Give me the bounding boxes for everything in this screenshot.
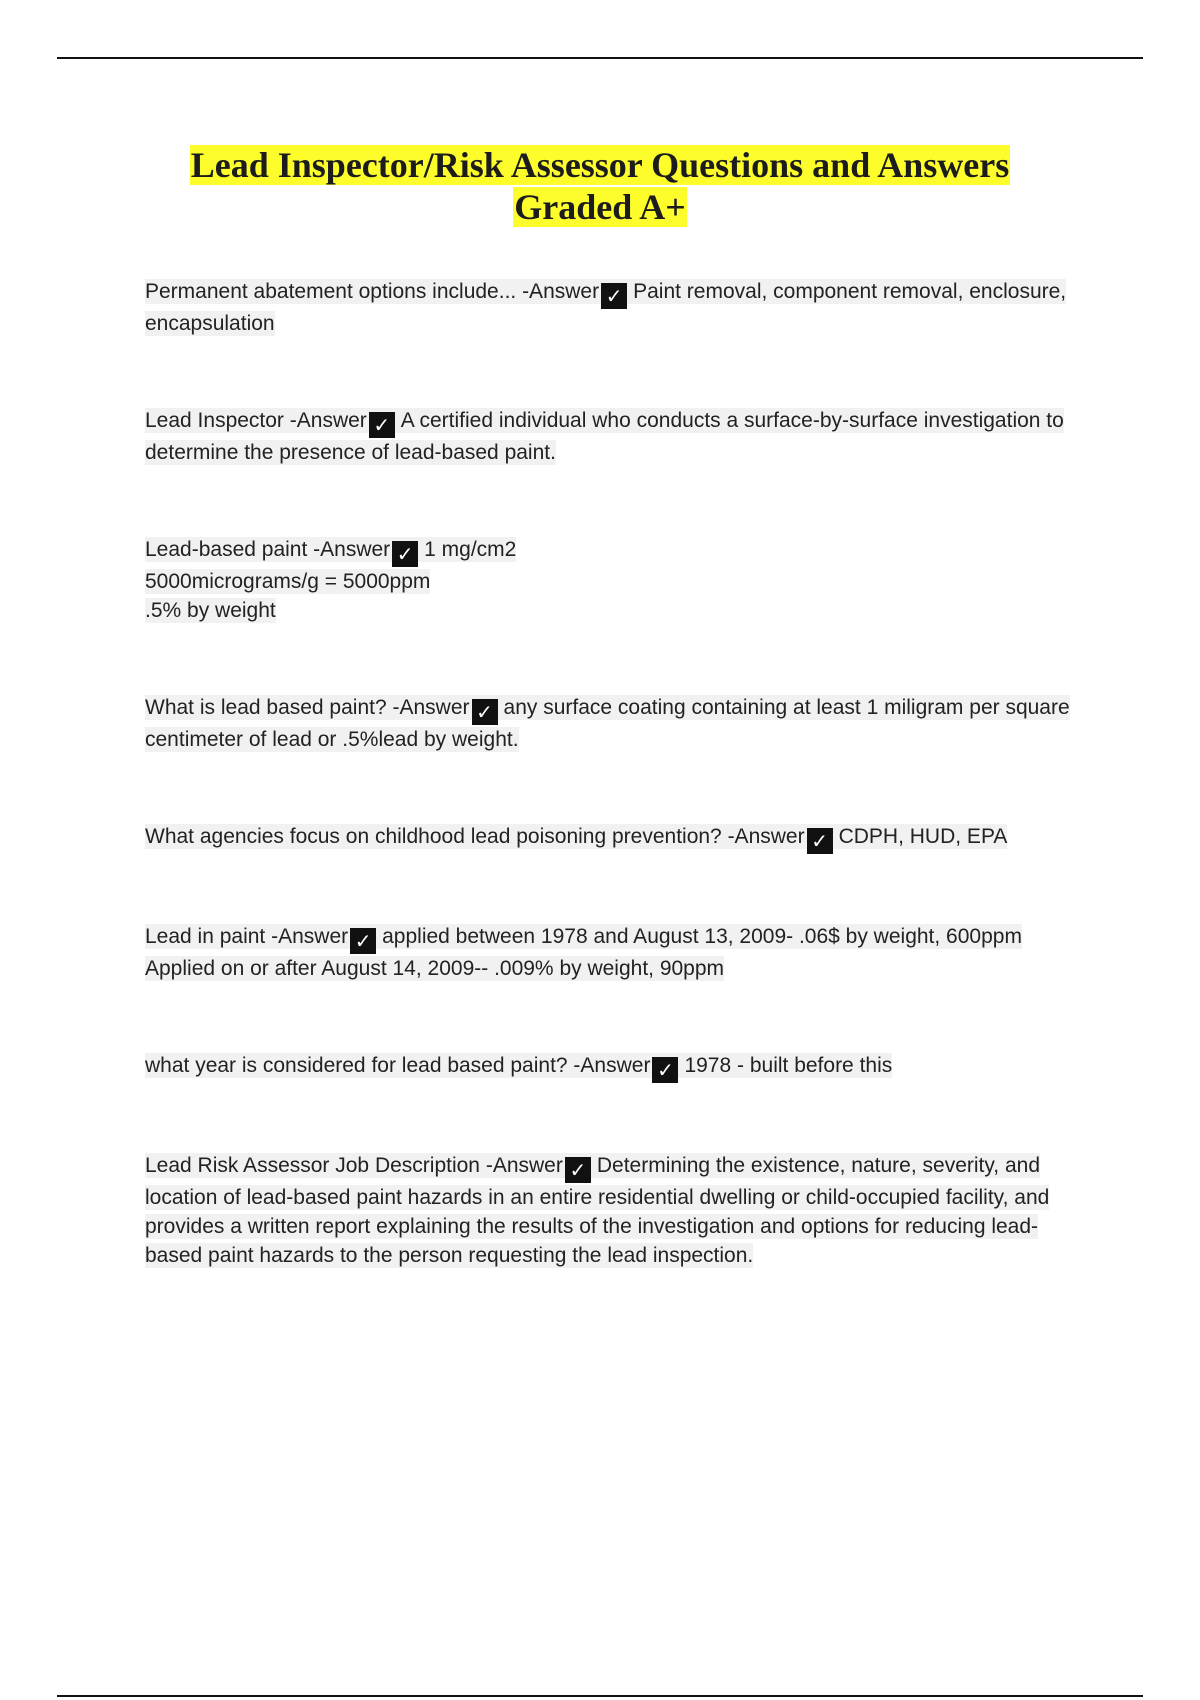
qa-item-4 xyxy=(145,693,1080,754)
answer-text: applied between 1978 and August 13, 2009- .06$ by weight, 600ppm xyxy=(382,925,1022,948)
qa-extra-line xyxy=(145,567,1080,596)
question-text: Lead-based paint -Answer xyxy=(145,538,391,561)
checkmark-icon: ✓ xyxy=(350,928,376,954)
question-text: what year is considered for lead based paint? -Answer xyxy=(145,1054,651,1077)
qa-list xyxy=(145,277,1080,1338)
page-title xyxy=(100,144,1100,228)
qa-item-8 xyxy=(145,1151,1080,1270)
question-text: What agencies focus on childhood lead poisoning prevention? -Answer xyxy=(145,825,805,848)
qa-extra-line xyxy=(145,954,1080,983)
question-text: Lead Risk Assessor Job Description -Answer xyxy=(145,1154,563,1177)
qa-item-2 xyxy=(145,406,1080,467)
checkmark-icon: ✓ xyxy=(392,541,418,567)
answer-text: A certified individual who conducts a surface-by-surface investigation to determine the presence of lead-based paint. xyxy=(145,409,1064,464)
answer-extra-text: Applied on or after August 14, 2009-- .009% by weight, 90ppm xyxy=(145,957,725,980)
checkmark-icon: ✓ xyxy=(472,699,498,725)
question-text: Lead in paint -Answer xyxy=(145,925,349,948)
qa-line xyxy=(145,1051,1080,1083)
qa-line xyxy=(145,406,1080,467)
answer-text: Determining the existence, nature, severity, and location of lead-based paint hazards in an entire residential dwelling or child-occupied facility, and provides a written report explaining the results of the investigation and options for reducing lead-based paint hazards to the person requesting the lead inspection. xyxy=(145,1154,1050,1267)
question-text: What is lead based paint? -Answer xyxy=(145,696,470,719)
answer-text: any surface coating containing at least 1 miligram per square centimeter of lead or .5%lead by weight. xyxy=(145,696,1070,751)
checkmark-icon: ✓ xyxy=(601,283,627,309)
qa-item-7 xyxy=(145,1051,1080,1083)
qa-line xyxy=(145,1151,1080,1270)
qa-item-3 xyxy=(145,535,1080,625)
question-text: Lead Inspector -Answer xyxy=(145,409,367,432)
question-text: Permanent abatement options include... -Answer xyxy=(145,280,600,303)
checkmark-icon: ✓ xyxy=(369,412,395,438)
qa-line xyxy=(145,535,1080,567)
answer-text: 1 mg/cm2 xyxy=(424,538,517,561)
checkmark-icon: ✓ xyxy=(652,1057,678,1083)
answer-text: CDPH, HUD, EPA xyxy=(838,825,1008,848)
title-line-2: Graded A+ xyxy=(514,187,686,227)
qa-item-6 xyxy=(145,922,1080,983)
footer-rule xyxy=(57,1695,1143,1697)
qa-line xyxy=(145,693,1080,754)
answer-text: Paint removal, component removal, enclosure, encapsulation xyxy=(145,280,1067,335)
qa-item-1 xyxy=(145,277,1080,338)
checkmark-icon: ✓ xyxy=(807,828,833,854)
qa-item-5 xyxy=(145,822,1080,854)
answer-text: 1978 - built before this xyxy=(684,1054,893,1077)
answer-extra-text: .5% by weight xyxy=(145,599,276,622)
title-line-1: Lead Inspector/Risk Assessor Questions and Answers xyxy=(190,145,1010,185)
qa-line xyxy=(145,922,1080,954)
qa-extra-line xyxy=(145,596,1080,625)
header-rule xyxy=(57,57,1143,59)
answer-extra-text: 5000micrograms/g = 5000ppm xyxy=(145,570,431,593)
qa-line xyxy=(145,277,1080,338)
checkmark-icon: ✓ xyxy=(565,1157,591,1183)
qa-line xyxy=(145,822,1080,854)
